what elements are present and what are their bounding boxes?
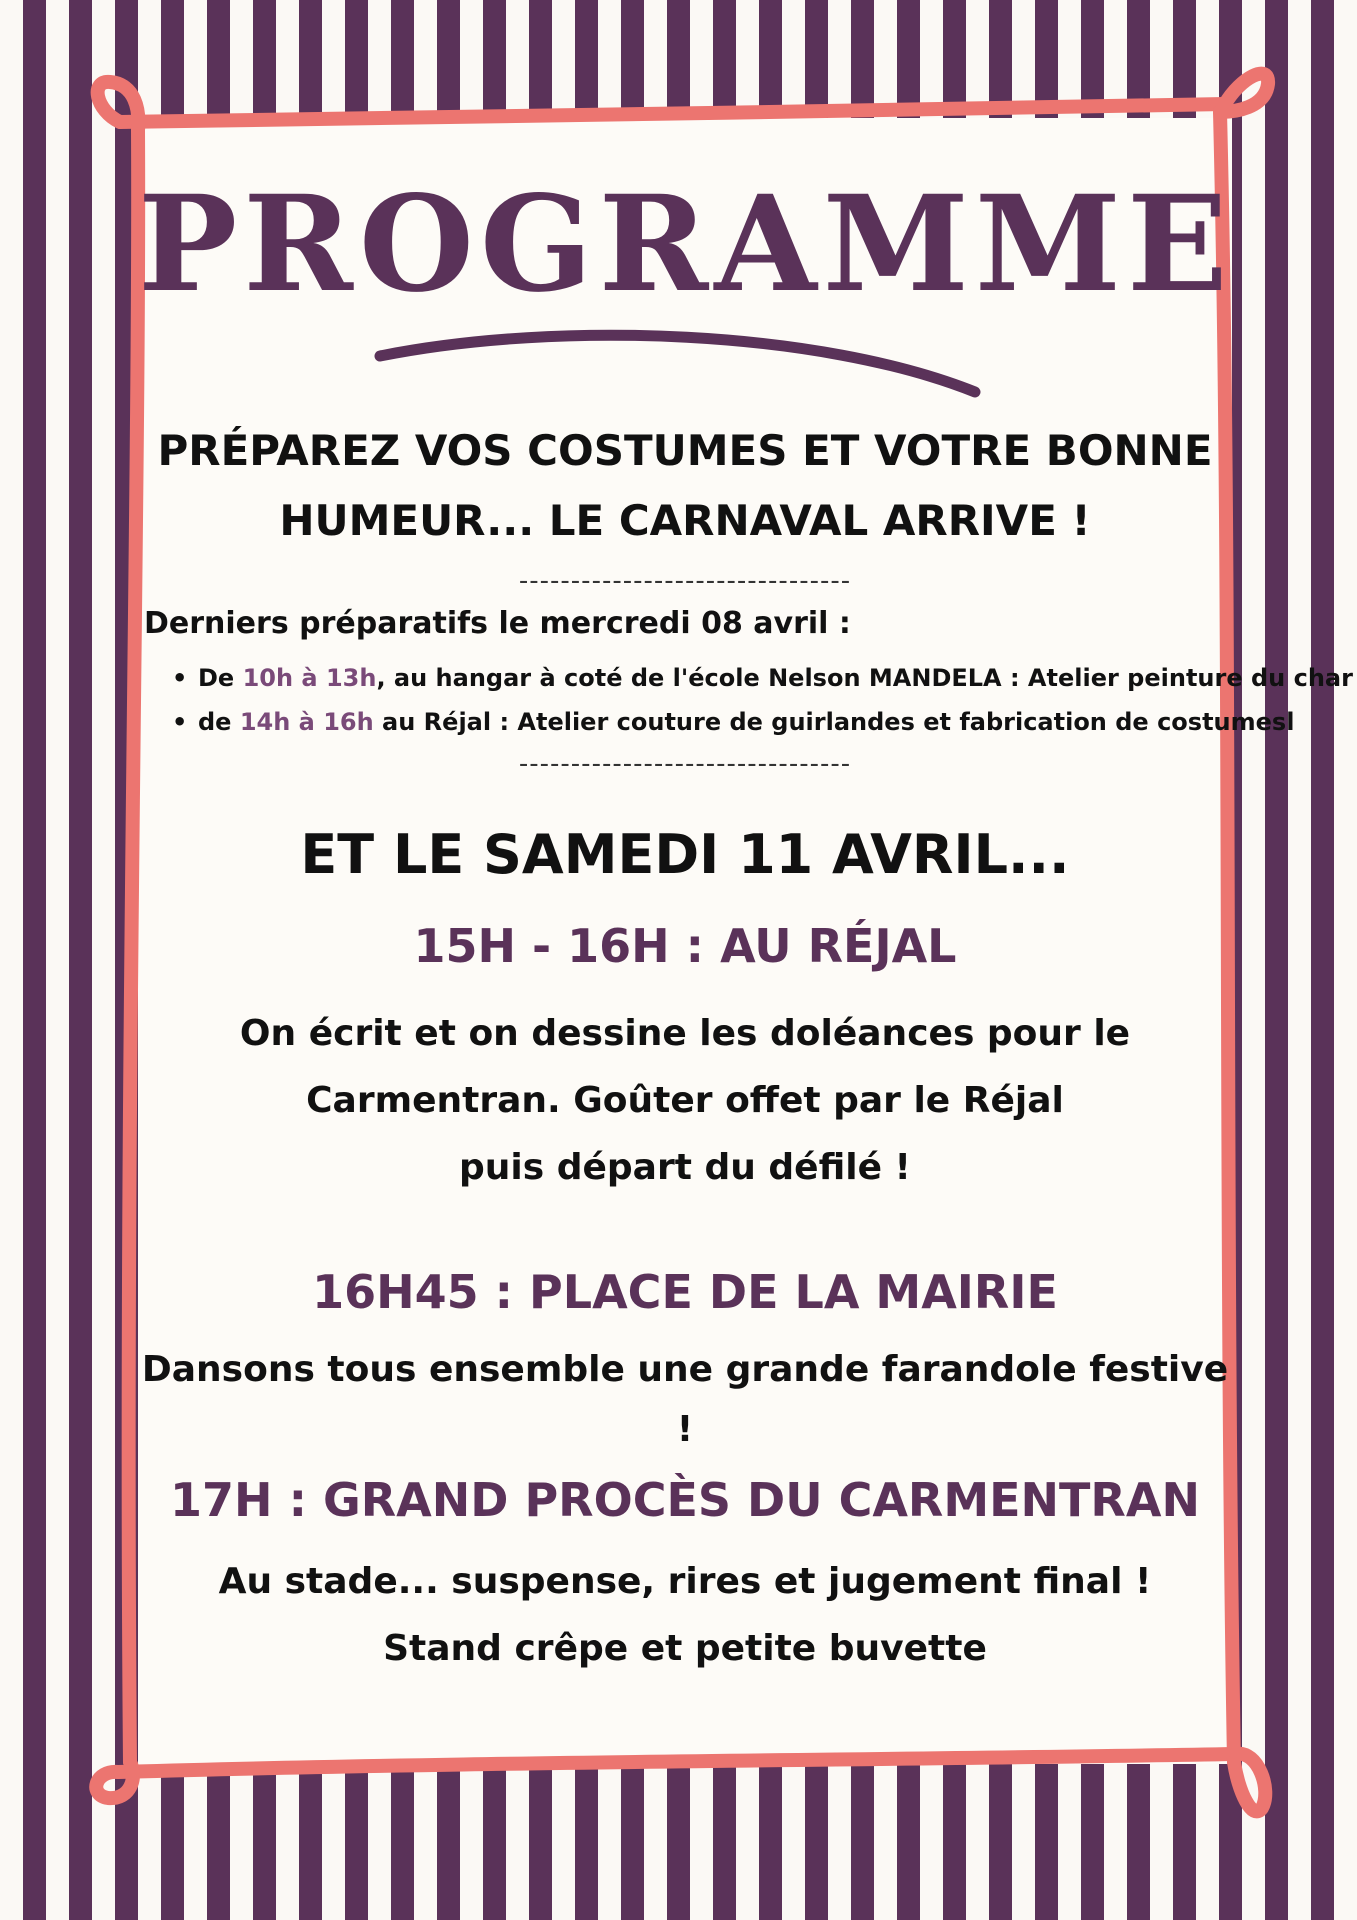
separator-bottom: -------------------------------- (518, 749, 852, 779)
intro-line-2: HUMEUR... LE CARNAVAL ARRIVE ! (279, 496, 1091, 545)
list-item: • de 14h à 16h au Réjal : Atelier couture de guirlandes et fabrication de costumesl (172, 700, 1353, 744)
intro-text (138, 416, 1232, 556)
title-underline (380, 335, 975, 392)
event-title-rejal: 15H - 16H : AU RÉJAL (413, 919, 957, 973)
time-range: 10h à 13h (242, 664, 377, 692)
page-title: PROGRAMME (138, 167, 1234, 322)
event-description-rejal: On écrit et on dessine les doléances pour le Carmentran. Goûter offet par le Réjal puis départ du défilé ! (239, 1013, 1131, 1188)
event-title-mairie: 16H45 : PLACE DE LA MAIRIE (312, 1265, 1058, 1319)
event-description-mairie: Dansons tous ensemble une grande farandole festive ! (141, 1349, 1229, 1450)
saturday-heading: ET LE SAMEDI 11 AVRIL... (300, 823, 1070, 886)
time-range: 14h à 16h (239, 708, 374, 736)
event-title-proces: 17H : GRAND PROCÈS DU CARMENTRAN (170, 1473, 1200, 1527)
intro-line-1: PRÉPAREZ VOS COSTUMES ET VOTRE BONNE (157, 426, 1213, 475)
list-item: • De 10h à 13h, au hangar à coté de l'école Nelson MANDELA : Atelier peinture du char (172, 656, 1353, 700)
preparations-list (172, 656, 1353, 744)
preparations-heading: Derniers préparatifs le mercredi 08 avril : (144, 606, 851, 641)
event-description-proces: Au stade... suspense, rires et jugement final ! Stand crêpe et petite buvette (218, 1561, 1152, 1669)
separator-top: -------------------------------- (518, 566, 852, 596)
